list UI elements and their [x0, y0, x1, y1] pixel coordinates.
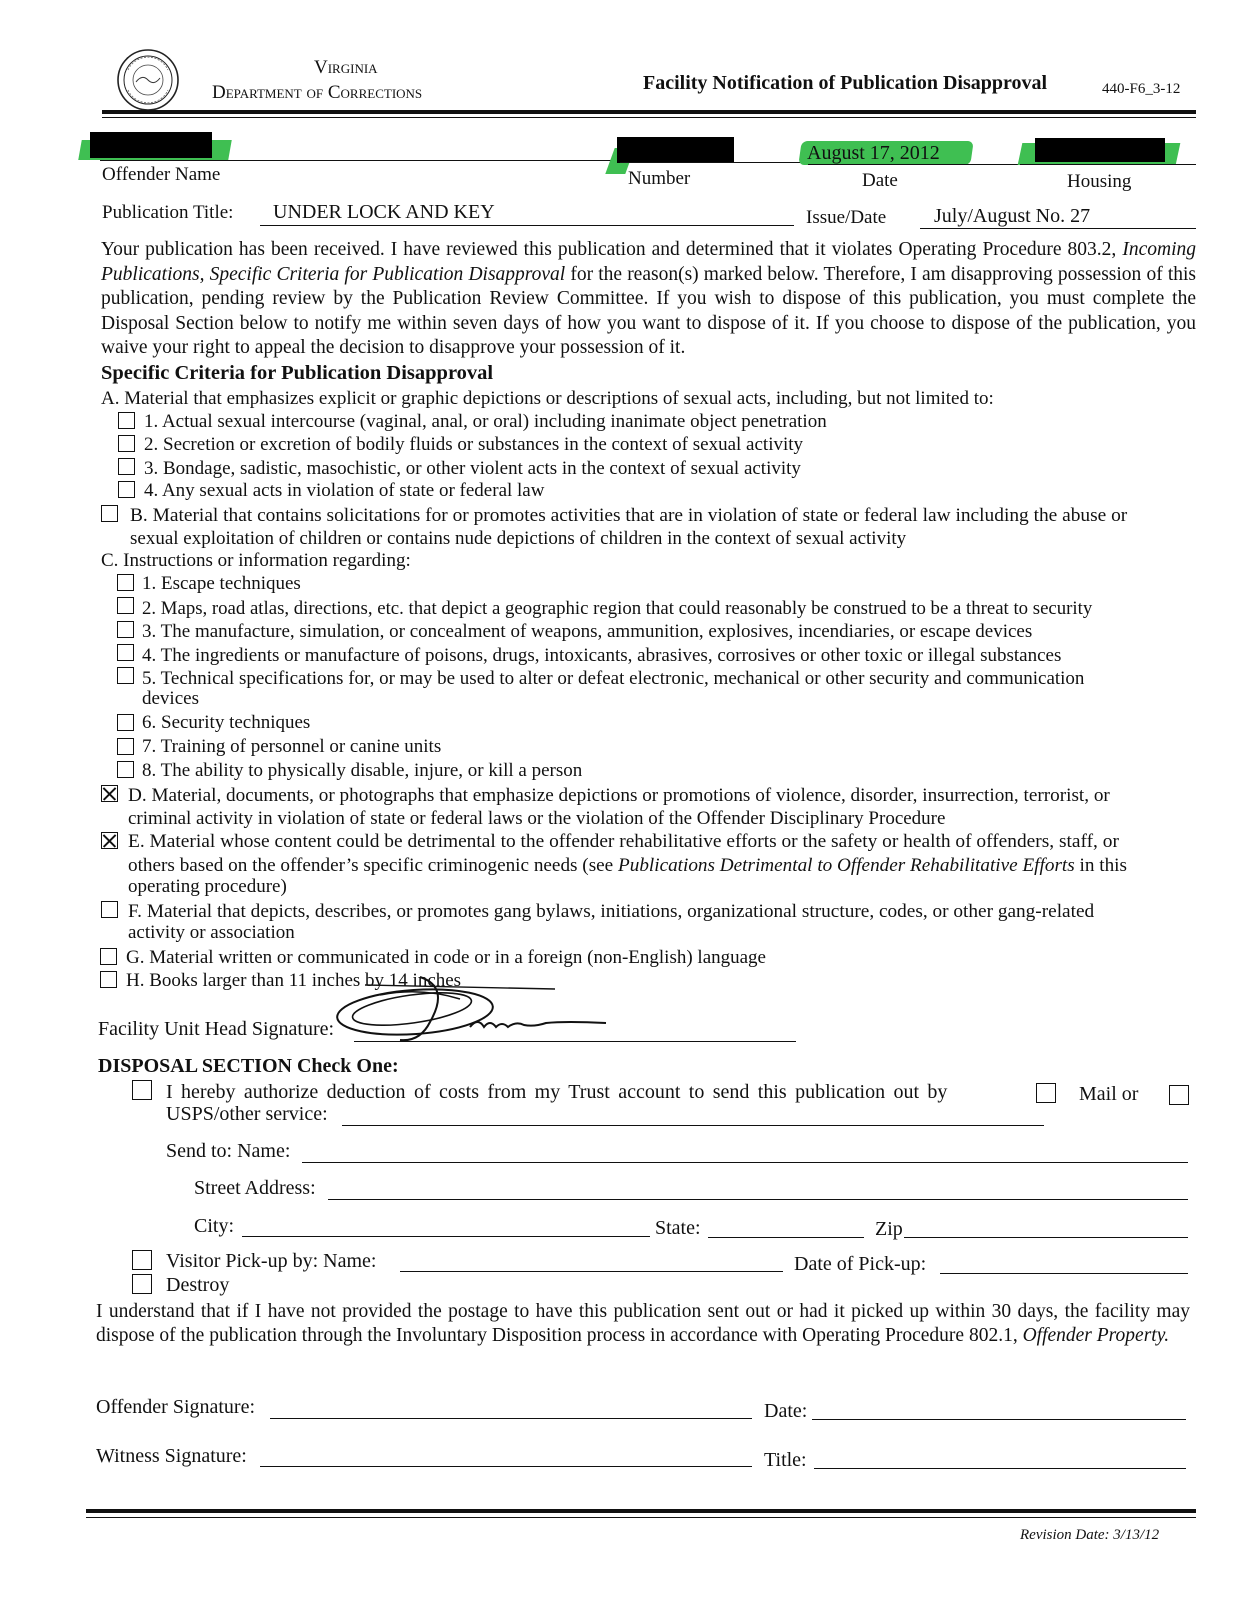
criteria-h-text: H. Books larger than 11 inches by 14 inches	[126, 970, 462, 991]
checkbox-d-checked[interactable]	[101, 785, 118, 802]
witness-signature-input[interactable]	[260, 1466, 752, 1467]
publication-title-line	[260, 225, 794, 226]
checkbox-c6[interactable]	[117, 714, 134, 731]
criteria-a1-text: 1. Actual sexual intercourse (vaginal, anal, or oral) including inanimate object penetration	[144, 411, 827, 432]
checkbox-destroy[interactable]	[132, 1274, 152, 1294]
zip-input[interactable]	[904, 1237, 1188, 1238]
witness-title-label: Title:	[764, 1449, 807, 1471]
handwritten-signature-icon	[320, 965, 620, 1045]
criteria-e-line2a: others based on the offender’s specific criminogenic needs (see	[128, 855, 614, 876]
criteria-e-line2-italic: Publications Detrimental to Offender Rehabilitative Efforts	[618, 855, 1075, 876]
disposal-heading: DISPOSAL SECTION Check One:	[98, 1055, 399, 1077]
agency-name-line1: Virginia	[314, 57, 378, 78]
understand-text: I understand that if I have not provided the postage to have this publication sent out or had it picked up within 30 days, the facility may dispose of the publication through the Involuntary Disposition process in accordance with Operating Procedure 802.1,	[96, 1301, 1190, 1346]
criteria-c7-text: 7. Training of personnel or canine units	[142, 736, 442, 757]
mail-or-label: Mail or	[1079, 1083, 1139, 1105]
redacted-offender-name	[90, 132, 212, 158]
footer-rule-thick	[86, 1509, 1196, 1513]
criteria-c5-text: 5. Technical specifications for, or may be used to alter or defeat electronic, mechanical or other security and communication	[142, 668, 1085, 689]
usps-label: USPS/other service:	[166, 1103, 328, 1125]
criteria-f-line2: activity or association	[128, 922, 295, 943]
offender-number-line	[620, 162, 810, 163]
checkbox-c5[interactable]	[117, 667, 134, 684]
offender-number-label: Number	[628, 168, 691, 189]
criteria-c5-cont: devices	[142, 688, 199, 709]
state-label: State:	[655, 1217, 701, 1239]
form-title: Facility Notification of Publication Disapproval	[643, 72, 1048, 94]
checkbox-a2[interactable]	[118, 435, 135, 452]
checkbox-usps[interactable]	[1169, 1085, 1189, 1105]
zip-label: Zip	[875, 1218, 903, 1240]
redacted-offender-housing	[1035, 138, 1165, 162]
visitor-name-input[interactable]	[400, 1271, 783, 1272]
agency-name-line2: Department of Corrections	[212, 82, 423, 103]
checkbox-f[interactable]	[101, 901, 118, 918]
criteria-a-text: A. Material that emphasizes explicit or graphic depictions or descriptions of sexual acts, including, but not limited to:	[101, 388, 994, 409]
criteria-d-line1: D. Material, documents, or photographs that emphasize depictions or promotions of violence, disorder, insurrection, terrorist, or	[128, 785, 1110, 806]
criteria-f-line1: F. Material that depicts, describes, or promotes gang bylaws, initiations, organizational structure, codes, or other gang-related	[128, 901, 1095, 922]
send-to-name-input[interactable]	[302, 1162, 1188, 1163]
checkbox-authorize-deduction[interactable]	[132, 1080, 152, 1100]
street-address-label: Street Address:	[194, 1177, 316, 1199]
checkbox-a1[interactable]	[118, 412, 135, 429]
criteria-c3-text: 3. The manufacture, simulation, or concealment of weapons, ammunition, explosives, incendiaries, or escape devices	[142, 621, 1033, 642]
checkbox-mail[interactable]	[1036, 1083, 1056, 1103]
criteria-e-line2	[128, 855, 1127, 877]
offender-date-line	[808, 164, 1018, 165]
criteria-d-line2: criminal activity in violation of state or federal laws or the violation of the Offender Disciplinary Procedure	[128, 808, 946, 829]
footer-rule-thin	[86, 1517, 1196, 1518]
checkbox-a3[interactable]	[118, 458, 135, 475]
offender-date-value: August 17, 2012	[807, 142, 940, 164]
visitor-pickup-label: Visitor Pick-up by: Name:	[166, 1250, 377, 1272]
criteria-e-line3: operating procedure)	[128, 876, 287, 897]
offender-name-label: Offender Name	[102, 164, 221, 185]
publication-title-label: Publication Title:	[102, 202, 234, 223]
intro-procedure-title: Incoming Publications, Specific Criteria for Publication Disapproval	[101, 239, 1196, 285]
checkbox-visitor-pickup[interactable]	[132, 1250, 152, 1270]
criteria-heading: Specific Criteria for Publication Disapproval	[101, 362, 494, 384]
criteria-c2-text: 2. Maps, road atlas, directions, etc. that depict a geographic region that could reasonably be construed to be a threat to security	[142, 598, 1093, 619]
offender-housing-label: Housing	[1067, 171, 1132, 192]
offender-signature-label: Offender Signature:	[96, 1396, 256, 1418]
usps-service-input[interactable]	[342, 1125, 1044, 1126]
send-to-name-label: Send to: Name:	[166, 1140, 291, 1162]
virginia-seal-icon	[116, 48, 180, 112]
publication-title-value: UNDER LOCK AND KEY	[273, 201, 495, 223]
authorize-deduction-text: I hereby authorize deduction of costs from my Trust account to send this publication out by	[166, 1081, 948, 1103]
checkbox-a4[interactable]	[118, 481, 135, 498]
criteria-b-line2: sexual exploitation of children or contains nude depictions of children in the context of sexual activity	[130, 528, 907, 549]
offender-housing-line	[1020, 164, 1196, 165]
criteria-c4-text: 4. The ingredients or manufacture of poisons, drugs, intoxicants, abrasives, corrosives or other toxic or illegal substances	[142, 645, 1062, 666]
witness-signature-label: Witness Signature:	[96, 1445, 247, 1467]
state-input[interactable]	[708, 1237, 864, 1238]
pickup-date-label: Date of Pick-up:	[794, 1253, 927, 1275]
understand-paragraph	[96, 1300, 1190, 1348]
criteria-b-line1: B. Material that contains solicitations for or promotes activities that are in violation of state or federal law including the abuse or	[130, 505, 1128, 526]
criteria-c8-text: 8. The ability to physically disable, injure, or kill a person	[142, 760, 583, 781]
criteria-c6-text: 6. Security techniques	[142, 712, 311, 733]
checkbox-c8[interactable]	[117, 761, 134, 778]
checkbox-c2[interactable]	[117, 597, 134, 614]
criteria-c1-text: 1. Escape techniques	[142, 573, 301, 594]
checkbox-b[interactable]	[101, 505, 118, 522]
offender-date-label: Date	[862, 170, 898, 191]
intro-part1: Your publication has been received. I have reviewed this publication and determined that it violates Operating Procedure 803.2,	[101, 239, 1117, 260]
redacted-offender-number	[617, 137, 734, 163]
issue-date-value: July/August No. 27	[934, 205, 1091, 227]
issue-date-label: Issue/Date	[806, 207, 887, 228]
criteria-e-line1: E. Material whose content could be detrimental to the offender rehabilitative efforts or the safety or health of offenders, staff, or	[128, 831, 1119, 852]
city-input[interactable]	[242, 1236, 650, 1237]
offender-name-line	[100, 160, 620, 161]
witness-title-input[interactable]	[814, 1468, 1186, 1469]
city-label: City:	[194, 1215, 235, 1237]
offender-property-title: Offender Property.	[1022, 1325, 1170, 1346]
revision-date: Revision Date: 3/13/12	[1020, 1527, 1160, 1543]
criteria-a4-text: 4. Any sexual acts in violation of state or federal law	[144, 480, 545, 501]
criteria-a2-text: 2. Secretion or excretion of bodily fluids or substances in the context of sexual activity	[144, 434, 804, 455]
checkbox-h[interactable]	[100, 971, 117, 988]
destroy-label: Destroy	[166, 1274, 230, 1296]
offender-signature-input[interactable]	[270, 1418, 752, 1419]
intro-part2: for the reason(s) marked below. Therefore, I am disapproving possession of this publication, pending review by the Publication Review Committee. If you wish to dispose of this publication, you must complete the Disposal Section below to notify me within seven days of how you want to dispose of it. If you choose to dispose of the publication, you waive your right to appeal the decision to disapprove your possession of it.	[101, 263, 1196, 358]
checkbox-g[interactable]	[100, 948, 117, 965]
header-rule-thin	[102, 117, 1196, 118]
checkbox-c3[interactable]	[117, 621, 134, 638]
criteria-c-text: C. Instructions or information regarding:	[101, 550, 411, 571]
criteria-e-line2b: in this	[1079, 855, 1127, 876]
checkbox-c1[interactable]	[117, 574, 134, 591]
offender-signature-date-input[interactable]	[812, 1419, 1186, 1420]
checkbox-e-checked[interactable]	[101, 832, 118, 849]
issue-date-line	[920, 228, 1196, 229]
checkbox-c4[interactable]	[117, 644, 134, 661]
street-address-input[interactable]	[328, 1199, 1188, 1200]
offender-signature-date-label: Date:	[764, 1400, 808, 1422]
facility-head-signature-label: Facility Unit Head Signature:	[98, 1018, 335, 1040]
form-number: 440-F6_3-12	[1102, 81, 1181, 97]
pickup-date-input[interactable]	[940, 1273, 1188, 1274]
checkbox-c7[interactable]	[117, 738, 134, 755]
criteria-a3-text: 3. Bondage, sadistic, masochistic, or other violent acts in the context of sexual activity	[144, 458, 801, 479]
criteria-g-text: G. Material written or communicated in code or in a foreign (non-English) language	[126, 947, 766, 968]
intro-paragraph	[101, 238, 1196, 361]
header-rule-thick	[102, 110, 1196, 114]
